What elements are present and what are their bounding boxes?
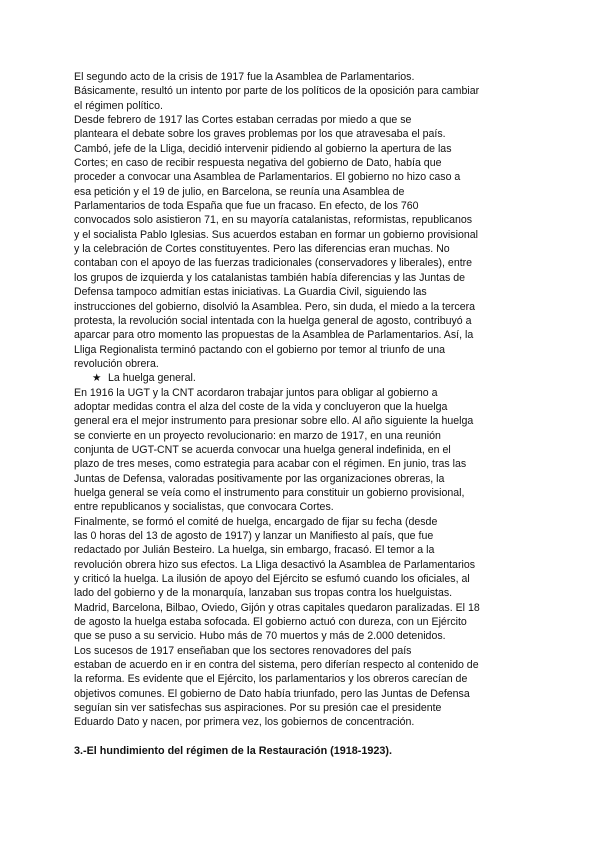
text-line: Defensa tampoco admitían estas iniciativas. La Guardia Civil, siguiendo las — [74, 286, 427, 299]
text-line: instrucciones del gobierno, disolvió la Asamblea. Pero, sin duda, el miedo a la tercera — [74, 300, 476, 313]
text-line: esa petición y el 19 de julio, en Barcelona, se reunía una Asamblea de — [74, 185, 405, 198]
text-line: y la celebración de Cortes constituyentes. Pero las diferencias eran muchas. No — [74, 243, 450, 256]
text-line: planteara el debate sobre los graves problemas por los que atravesaba el país. — [74, 128, 446, 141]
text-line: entre republicanos y socialistas, que convocara Cortes. — [74, 501, 334, 514]
text-line: En 1916 la UGT y la CNT acordaron trabajar juntos para obligar al gobierno a — [74, 386, 438, 399]
text-line: las 0 horas del 13 de agosto de 1917) y lanzar un Manifiesto al país, que fue — [74, 530, 434, 542]
text-line: Eduardo Dato y nacen, por primera vez, los gobiernos de concentración. — [74, 716, 415, 729]
text-line: seguían sin ver satisfechas sus aspiraciones. Por su presión cae el presidente — [74, 702, 442, 715]
bullet-item-huelga-general — [74, 371, 530, 385]
paragraph-sucesos-1917 — [74, 644, 530, 730]
text-line: protesta, la revolución social intentada con la huelga general de agosto, contribuyó a — [74, 314, 472, 327]
bullet-label: La huelga general. — [108, 372, 196, 385]
star-bullet-icon: ★ — [92, 372, 102, 385]
text-line: estaban de acuerdo en ir en contra del sistema, pero diferían respecto al contenido de — [74, 659, 479, 672]
text-line: Desde febrero de 1917 las Cortes estaban cerradas por miedo a que se — [74, 114, 412, 127]
text-line: aparcar para otro momento las propuestas de la Asamblea de Parlamentarios. Así, la — [74, 329, 474, 342]
text-line: Los sucesos de 1917 enseñaban que los sectores renovadores del país — [74, 644, 412, 657]
text-line: proceder a convocar una Asamblea de Parlamentarios. El gobierno no hizo caso a — [74, 171, 461, 184]
text-line: lado del gobierno y de la monarquía, lanzaban sus tropas contra los huelguistas. — [74, 587, 453, 600]
paragraph-asamblea-details — [74, 113, 530, 371]
text-line: adoptar medidas contra el alza del coste de la vida y concluyeron que la huelga — [74, 400, 448, 413]
text-line: objetivos comunes. El gobierno de Dato había triunfado, pero las Juntas de Defensa — [74, 687, 470, 700]
paragraph-huelga-events — [74, 515, 530, 644]
text-line: huelga general se veía como el instrumento para constituir un gobierno provisional, — [74, 486, 465, 499]
text-line: Finalmente, se formó el comité de huelga, encargado de fijar su fecha (desde — [74, 515, 438, 528]
text-line: contaban con el apoyo de las fuerzas tradicionales (conservadores y liberales), entre — [74, 257, 473, 270]
text-line: y criticó la huelga. La ilusión de apoyo del Ejército se esfumó cuando los oficiales, al — [74, 573, 470, 586]
text-line: la reforma. Es evidente que el Ejército, los parlamentarios y los obreros carecían de — [74, 673, 468, 686]
text-line: plazo de tres meses, como estrategia para acabar con el régimen. En junio, tras las — [74, 458, 467, 471]
text-line: de agosto la huelga estaba sofocada. El gobierno actuó con dureza, con un Ejército — [74, 616, 467, 629]
text-line: Juntas de Defensa, valoradas positivamente por las organizaciones obreras, la — [74, 472, 445, 485]
text-line: Lliga Regionalista terminó pactando con el gobierno por temor al triunfo de una — [74, 343, 446, 356]
text-line: el régimen político. — [74, 99, 163, 112]
text-line: convocados solo asistieron 71, en su mayoría catalanistas, reformistas, republicanos — [74, 214, 473, 227]
text-line: conjunta de UGT-CNT se acuerda convocar una huelga general indefinida, en el — [74, 443, 451, 456]
text-line: revolución obrera hizo sus efectos. La Lliga desactivó la Asamblea de Parlamentarios — [74, 558, 476, 571]
text-line: redactado por Julián Besteiro. La huelga, sin embargo, fracasó. El temor a la — [74, 544, 435, 557]
text-line: Madrid, Barcelona, Bilbao, Oviedo, Gijón y otras capitales quedaron paralizadas. El 18 — [74, 601, 480, 614]
text-line: Cortes; en caso de recibir respuesta negativa del gobierno de Dato, había que — [74, 157, 442, 170]
text-line: general era el mejor instrumento para presionar sobre ello. Al año siguiente la huelga — [74, 415, 474, 428]
text-line: Parlamentarios de toda España que fue un fracaso. En efecto, de los 760 — [74, 200, 419, 213]
text-line: Básicamente, resultó un intento por parte de los políticos de la oposición para cambiar — [74, 85, 480, 98]
text-line: que se puso a su servicio. Hubo más de 70 muertos y más de 2.000 detenidos. — [74, 630, 446, 643]
text-line: Cambó, jefe de la Lliga, decidió intervenir pidiendo al gobierno la apertura de las — [74, 142, 452, 155]
text-line: y el socialista Pablo Iglesias. Sus acuerdos estaban en formar un gobierno provisional — [74, 228, 478, 241]
paragraph-huelga-origins — [74, 386, 530, 515]
paragraph-asamblea-intro — [74, 70, 530, 113]
text-line: revolución obrera. — [74, 357, 159, 370]
section-heading: 3.-El hundimiento del régimen de la Restauración (1918-1923). — [74, 744, 393, 757]
text-line: El segundo acto de la crisis de 1917 fue la Asamblea de Parlamentarios. — [74, 71, 415, 83]
text-line: los grupos de izquierda y los catalanistas también había diferencias y las Juntas de — [74, 271, 466, 284]
text-line: se convierte en un proyecto revolucionario: en marzo de 1917, en una reunión — [74, 429, 441, 442]
